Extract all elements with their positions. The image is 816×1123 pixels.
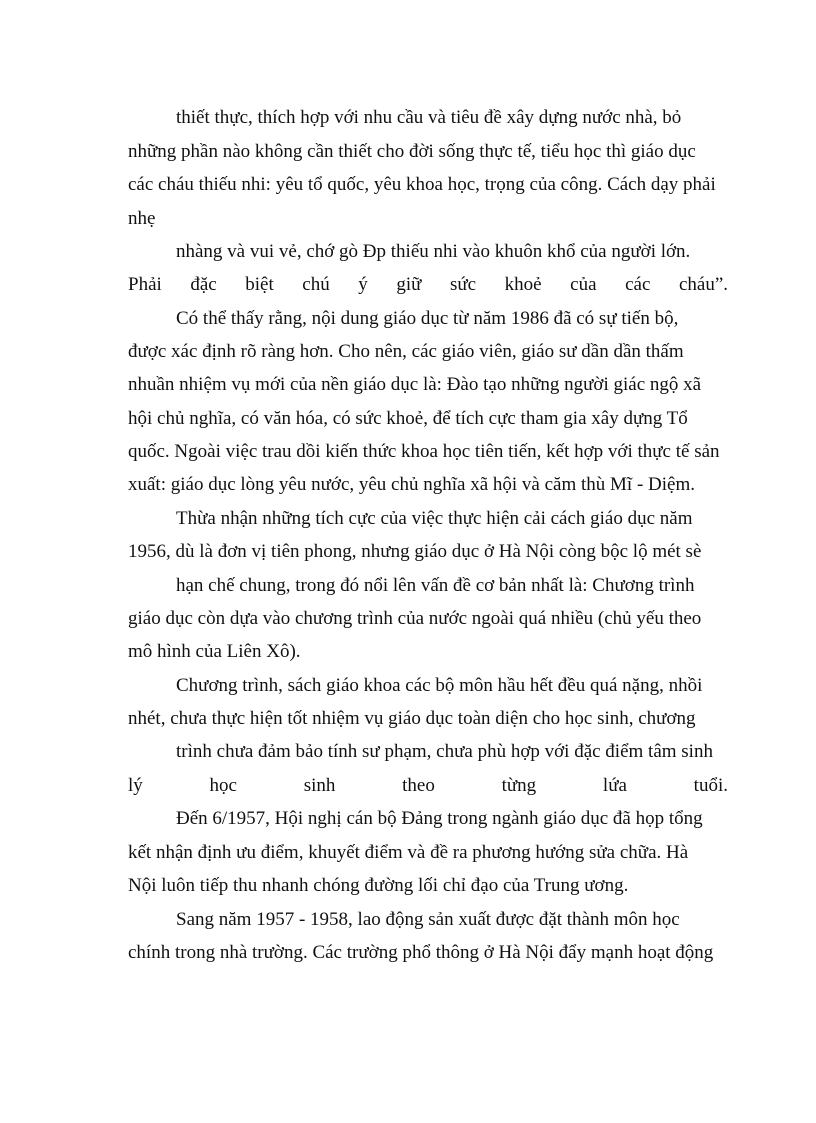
text-line: hội chủ nghĩa, có văn hóa, có sức khoẻ, để tích cực tham gia xây dựng Tổ: [128, 408, 688, 429]
text-line: Đến 6/1957, Hội nghị cán bộ Đảng trong ngành giáo dục đã họp tổng: [176, 808, 703, 829]
text-line: Có thể thấy rằng, nội dung giáo dục từ năm 1986 đã có sự tiến bộ,: [176, 308, 679, 329]
text-line: những phần nào không cần thiết cho đời sống thực tế, tiểu học thì giáo dục: [128, 141, 696, 162]
text-line: giáo dục còn dựa vào chương trình của nước ngoài quá nhiều (chủ yếu theo: [128, 608, 702, 629]
text-line: Chương trình, sách giáo khoa các bộ môn hầu hết đều quá nặng, nhồi: [176, 675, 703, 696]
text-line: nhàng và vui vẻ, chớ gò Ðp thiếu nhi vào khuôn khổ của người lớn.: [176, 241, 691, 262]
text-line: Sang năm 1957 - 1958, lao động sản xuất được đặt thành môn học: [176, 909, 680, 930]
text-line: hạn chế chung, trong đó nổi lên vấn đề cơ bản nhất là: Chương trình: [176, 575, 695, 596]
text-line: nhét, chưa thực hiện tốt nhiệm vụ giáo dục toàn diện cho học sinh, chương: [128, 708, 696, 729]
text-line: chính trong nhà trường. Các trường phổ thông ở Hà Nội đẩy mạnh hoạt động: [128, 942, 714, 963]
text-line: mô hình của Liên Xô).: [128, 641, 301, 662]
text-line: các cháu thiếu nhi: yêu tổ quốc, yêu khoa học, trọng của công. Cách dạy phải: [128, 174, 716, 195]
text-line: thiết thực, thích hợp với nhu cầu và tiêu đề xây dựng nước nhà, bỏ: [176, 107, 682, 128]
text-line: Nội luôn tiếp thu nhanh chóng đường lối chỉ đạo của Trung ương.: [128, 875, 629, 896]
text-line: lý học sinh theo từng lứa tuổi.: [128, 775, 728, 796]
text-line: 1956, dù là đơn vị tiên phong, nhưng giáo dục ở Hà Nội còng bộc lộ mét sè: [128, 541, 702, 562]
text-line: nhẹ: [128, 208, 156, 229]
text-line: xuất: giáo dục lòng yêu nước, yêu chủ nghĩa xã hội và căm thù Mĩ - Diệm.: [128, 474, 695, 495]
text-line: quốc. Ngoài việc trau dồi kiến thức khoa học tiên tiến, kết hợp với thực tế sản: [128, 441, 720, 462]
text-line: Thừa nhận những tích cực của việc thực hiện cải cách giáo dục năm: [176, 508, 693, 529]
text-line: được xác định rõ ràng hơn. Cho nên, các giáo viên, giáo sư dần dần thấm: [128, 341, 684, 362]
text-line: nhuần nhiệm vụ mới của nền giáo dục là: Đào tạo những người giác ngộ xã: [128, 374, 702, 395]
text-line: Phải đặc biệt chú ý giữ sức khoẻ của các cháu”.: [128, 274, 728, 295]
text-line: kết nhận định ưu điểm, khuyết điểm và đề ra phương hướng sửa chữa. Hà: [128, 842, 689, 863]
text-line: trình chưa đảm bảo tính sư phạm, chưa phù hợp với đặc điểm tâm sinh: [176, 741, 713, 762]
